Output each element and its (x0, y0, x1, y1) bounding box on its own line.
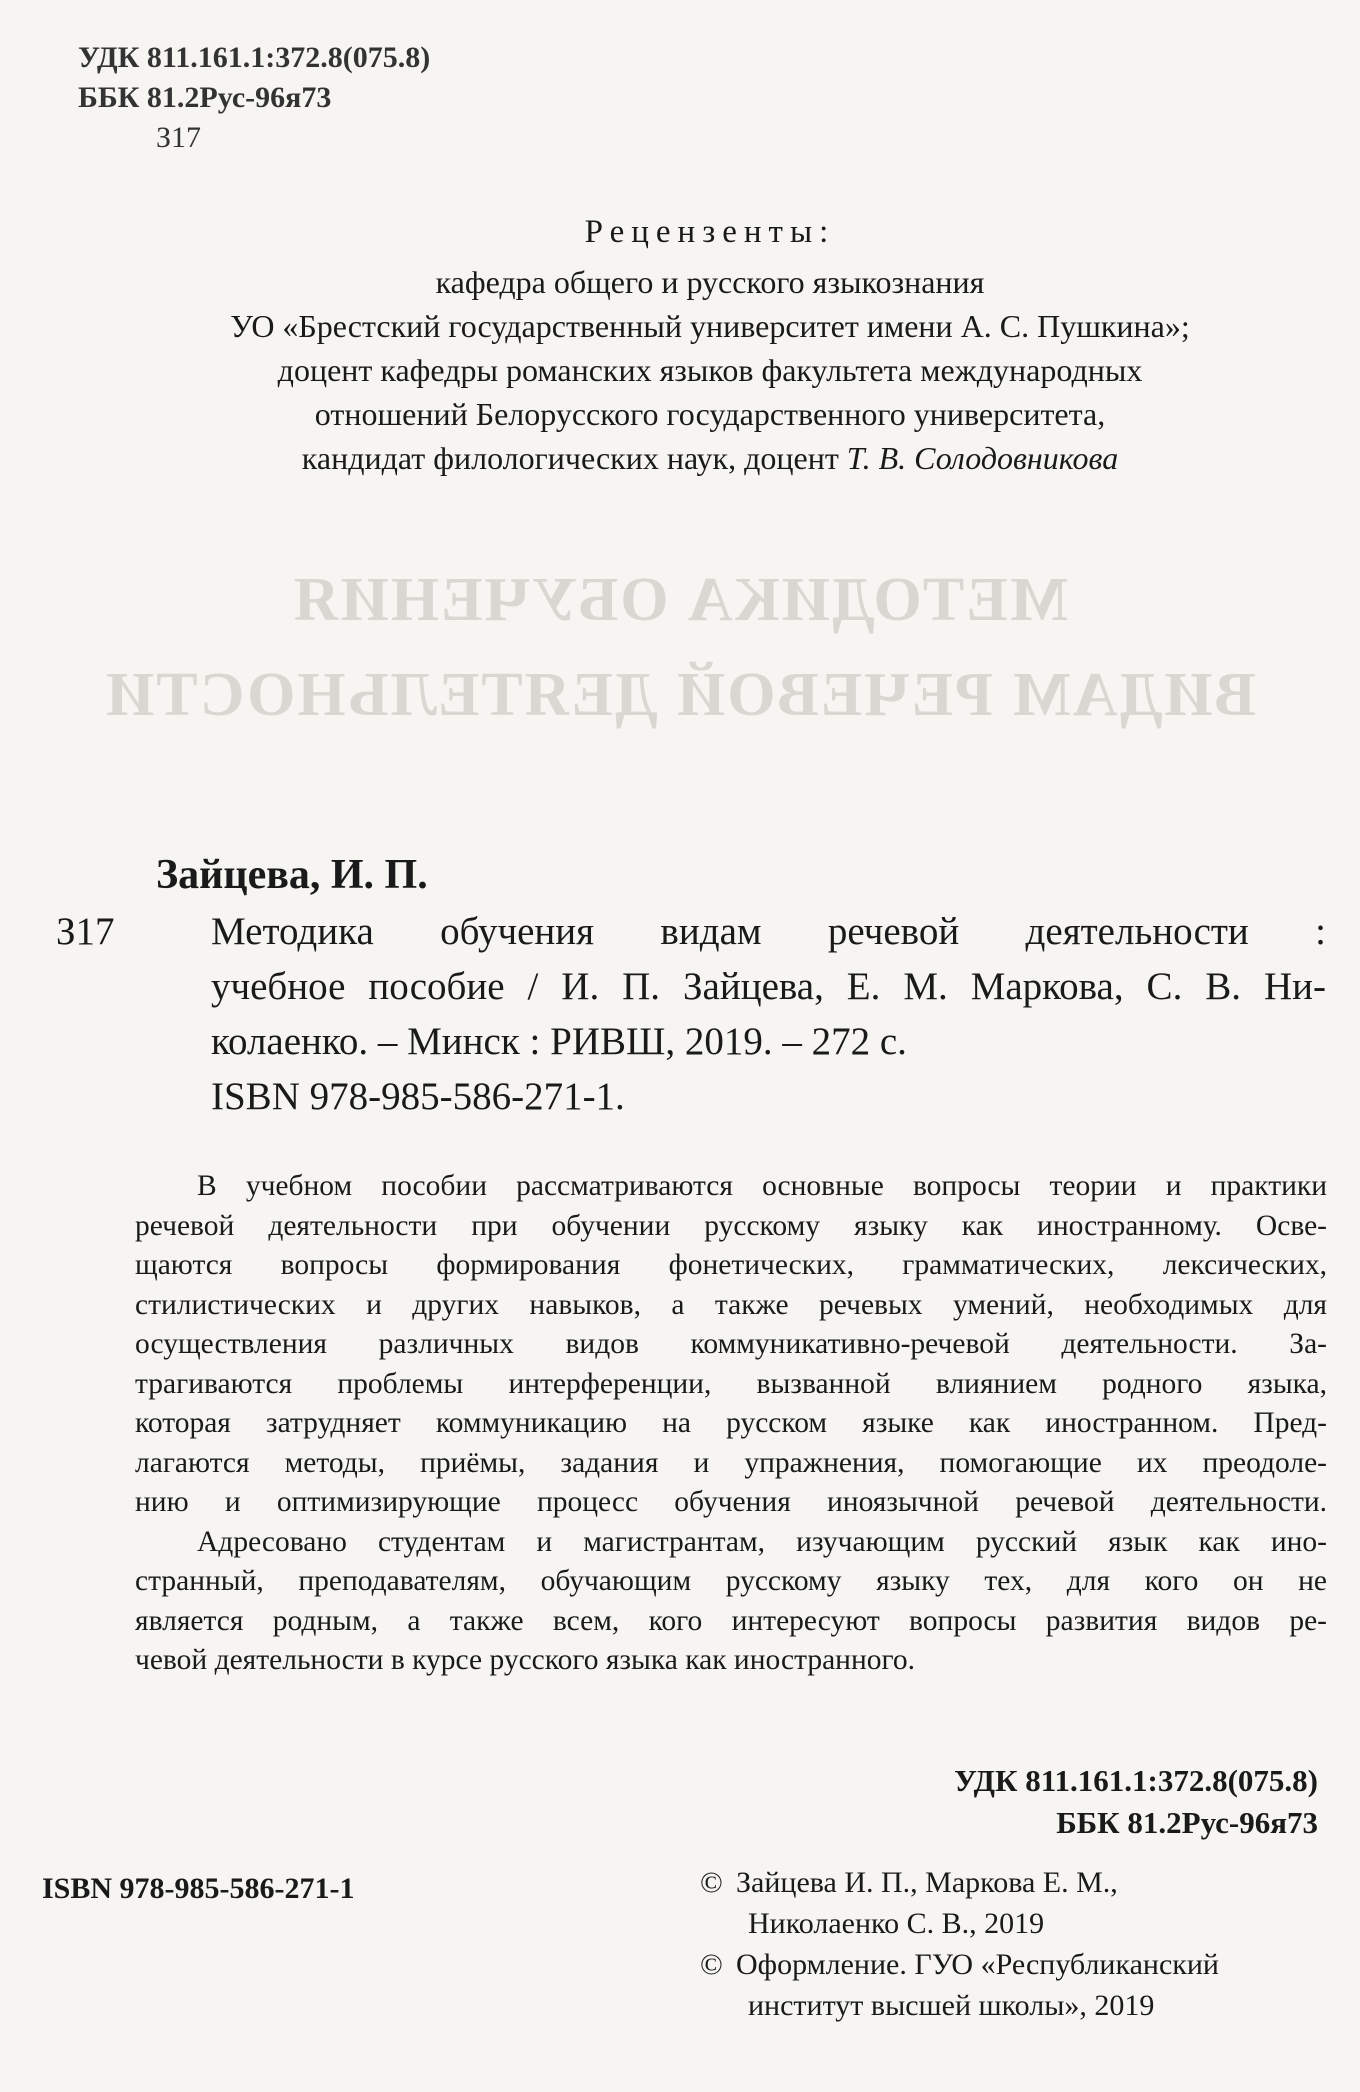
copyright-line: институт высшей школы», 2019 (748, 1989, 1155, 2022)
abstract-line: В учебном пособии рассматриваются основные вопросы теории и практики (197, 1170, 1327, 1202)
abstract-line: является родным, а также всем, кого интересуют вопросы развития видов ре- (135, 1604, 1327, 1637)
abstract-line: нию и оптимизирующие процесс обучения иноязычной речевой деятельности. (135, 1486, 1327, 1518)
bleed-through-title-line1: МЕТОДИКА ОБУЧЕНИЯ (291, 566, 1069, 634)
classification-block (78, 38, 430, 158)
abstract-line: лагаются методы, приёмы, задания и упражнения, помогающие их преодоле- (135, 1446, 1327, 1479)
footer-classification (954, 1760, 1318, 1844)
abstract-line: трагиваются проблемы интерференции, вызванной влиянием родного языка, (135, 1367, 1327, 1400)
abstract-line: щаются вопросы формирования фонетических, грамматических, лексических, (135, 1249, 1327, 1281)
abstract-line: осуществления различных видов коммуникативно-речевой деятельности. За- (135, 1328, 1327, 1360)
copyright-line: Оформление. ГУО «Республиканский (736, 1948, 1219, 1981)
copyright-symbol: © (700, 1866, 723, 1899)
reviewer-line: отношений Белорусского государственного университета, (314, 396, 1106, 432)
entry-author-code: З17 (56, 910, 115, 953)
footer-isbn: ISBN 978-985-586-271-1 (42, 1872, 355, 1905)
reviewer-line: доцент кафедры романских языков факультета международных (277, 352, 1143, 388)
bleed-through-title-line2: ВИДАМ РЕЧЕВОЙ ДЕЯТЕЛЬНОСТИ (104, 661, 1256, 729)
reviewers-heading: Рецензенты: (584, 214, 836, 250)
entry-isbn: ISBN 978-985-586-271-1. (211, 1075, 625, 1118)
copyright-line: Зайцева И. П., Маркова Е. М., (736, 1866, 1118, 1899)
footer-bbk: ББК 81.2Рус-96я73 (1056, 1805, 1318, 1840)
abstract-line: речевой деятельности при обучении русскому языку как иностранному. Осве- (135, 1209, 1327, 1242)
copyright-symbol: © (700, 1948, 723, 1981)
copyright-authors (700, 1862, 1340, 1903)
author-code: З17 (156, 121, 202, 154)
bbk-code: ББК 81.2Рус-96я73 (78, 81, 332, 114)
udk-code: УДК 811.161.1:372.8(075.8) (78, 41, 431, 74)
reviewer-name: Т. В. Солодовникова (846, 440, 1119, 476)
entry-title-line: учебное пособие / И. П. Зайцева, Е. М. Маркова, С. В. Ни- (211, 965, 1326, 1008)
abstract-paragraph (135, 1523, 1327, 1681)
abstract-paragraph (135, 1167, 1327, 1523)
abstract-line: стилистических и других навыков, а также речевых умений, необходимых для (135, 1288, 1327, 1321)
abstract-line: странный, преподавателям, обучающим русскому языку тех, для кого он не (135, 1565, 1327, 1597)
entry-title-line: Методика обучения видам речевой деятельности : (211, 910, 1326, 953)
reviewer-credentials: кандидат филологических наук, доцент (301, 440, 847, 476)
reviewers-block (140, 210, 1280, 480)
reviewer-line (140, 436, 1280, 480)
entry-author: Зайцева, И. П. (156, 852, 428, 898)
copyright-line: Николаенко С. В., 2019 (748, 1907, 1045, 1940)
abstract-line: Адресовано студентам и магистрантам, изучающим русский язык как ино- (197, 1525, 1327, 1558)
abstract (135, 1167, 1327, 1681)
entry-title-row (56, 904, 1326, 959)
footer-udk: УДК 811.161.1:372.8(075.8) (954, 1763, 1318, 1798)
catalog-entry (56, 846, 1326, 1124)
copyright-block (700, 1862, 1340, 2026)
reviewer-line: кафедра общего и русского языкознания (435, 264, 985, 300)
entry-publication-line: колаенко. – Минск : РИВШ, 2019. – 272 с. (211, 1020, 907, 1063)
reviewer-line: УО «Брестский государственный университет имени А. С. Пушкина»; (230, 308, 1190, 344)
abstract-line: которая затрудняет коммуникацию на русском языке как иностранном. Пред- (135, 1407, 1327, 1439)
abstract-line: чевой деятельности в курсе русского языка как иностранного. (135, 1644, 915, 1676)
copyright-design (700, 1944, 1340, 1985)
